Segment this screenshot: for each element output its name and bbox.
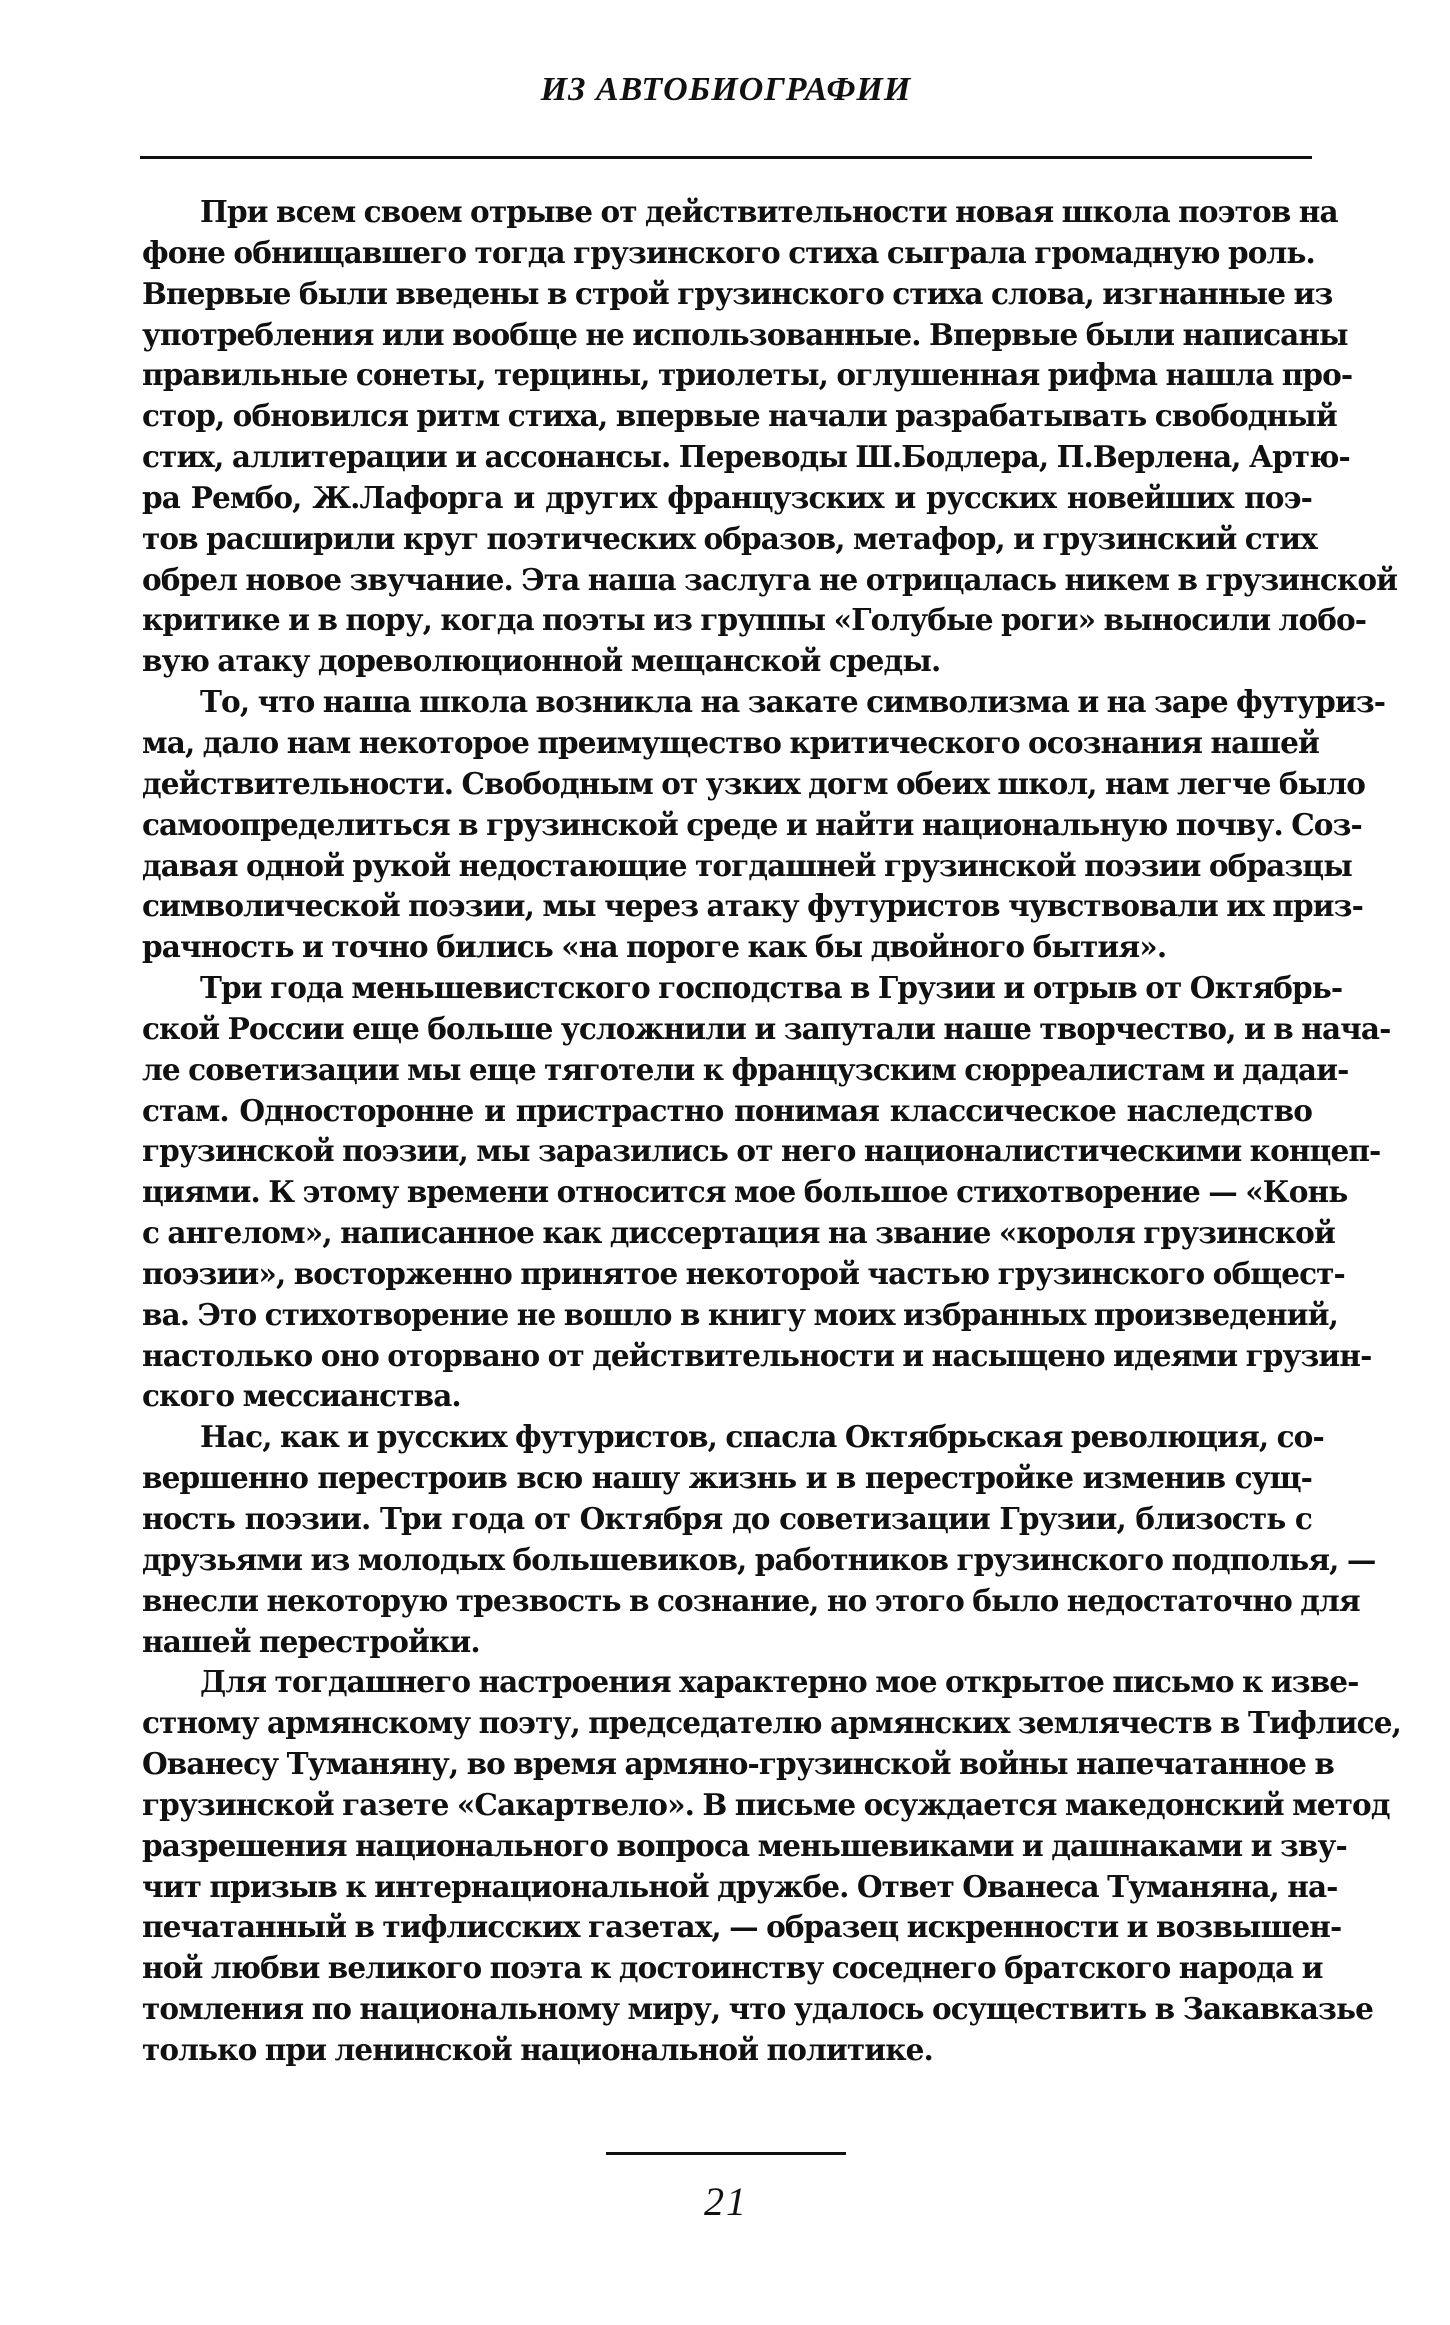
paragraph-5 <box>142 1662 1401 2070</box>
text-line: циями. К этому времени относится мое большое стихотворение — «Конь <box>142 1174 1348 1210</box>
text-line: критике и в пору, когда поэты из группы «Голубые роги» выносили лобо- <box>142 602 1367 638</box>
text-line: внесли некоторую трезвость в сознание, но этого было недостаточно для <box>142 1582 1360 1618</box>
text-line: стному армянскому поэту, председателю армянских землячеств в Тифлисе, <box>142 1705 1401 1741</box>
text-line: томления по национальному миру, что удалось осуществить в Закавказье <box>142 1991 1373 2027</box>
page-number: 21 <box>704 2179 748 2224</box>
text-line: действительности. Свободным от узких догм обеих школ, нам легче было <box>142 765 1366 801</box>
text-line: Впервые были введены в строй грузинского стиха слова, изгнанные из <box>142 275 1333 311</box>
text-line: ность поэзии. Три года от Октября до советизации Грузии, близость с <box>142 1501 1312 1536</box>
text-line: самоопределиться в грузинской среде и найти национальную почву. Соз- <box>142 806 1362 842</box>
text-line: ма, дало нам некоторое преимущество критического осознания нашей <box>142 724 1319 760</box>
text-line: вершенно перестроив всю нашу жизнь и в перестройке изменив сущ- <box>142 1460 1312 1496</box>
header-rule <box>140 156 1312 159</box>
text-line: ной любви великого поэта к достоинству соседнего братского народа и <box>142 1950 1323 1986</box>
text-line: ра Рембо, Ж.Лафорга и других французских и русских новейших поэ- <box>142 479 1312 515</box>
text-line: давая одной рукой недостающие тогдашней грузинской поэзии образцы <box>142 847 1352 883</box>
paragraph-4 <box>142 1417 1376 1662</box>
text-line: Три года меньшевистского господства в Грузии и отрыв от Октябрь- <box>200 970 1343 1006</box>
text-line: употребления или вообще не использованные. Впервые были написаны <box>142 316 1348 352</box>
paragraph-1 <box>142 192 1398 682</box>
footer-rule <box>606 2152 846 2155</box>
text-line: грузинской газете «Сакартвело». В письме осуждается македонский метод <box>142 1786 1390 1822</box>
text-line: грузинской поэзии, мы заразились от него националистическими концеп- <box>142 1133 1381 1169</box>
paragraph-2 <box>142 682 1386 968</box>
text-line: чит призыв к интернациональной дружбе. Ответ Ованеса Туманяна, на- <box>142 1868 1338 1904</box>
text-line: только при ленинской национальной политике. <box>142 2031 933 2067</box>
running-head-title: ИЗ АВТОБИОГРАФИИ <box>540 71 912 108</box>
text-line: нашей перестройки. <box>142 1623 480 1659</box>
text-line: ской России еще больше усложнили и запутали наше творчество, и в нача- <box>142 1010 1391 1046</box>
text-line: настолько оно оторвано от действительности и насыщено идеями грузин- <box>142 1337 1372 1373</box>
text-line: правильные сонеты, терцины, триолеты, оглушенная рифма нашла про- <box>142 357 1353 393</box>
text-line: стих, аллитерации и ассонансы. Переводы Ш.Бодлера, П.Верлена, Артю- <box>142 439 1350 475</box>
page-body <box>142 192 1401 2071</box>
text-line: ва. Это стихотворение не вошло в книгу моих избранных произведений, <box>142 1296 1339 1332</box>
text-line: поэзии», восторженно принятое некоторой частью грузинского общест- <box>142 1255 1345 1291</box>
text-line: печатанный в тифлисских газетах, — образец искренности и возвышен- <box>142 1909 1342 1945</box>
text-line: стам. Односторонне и пристрастно понимая классическое наследство <box>142 1092 1312 1128</box>
paragraph-3 <box>142 968 1391 1417</box>
text-line: стор, обновился ритм стиха, впервые начали разрабатывать свободный <box>142 398 1337 434</box>
text-line: Для тогдашнего настроения характерно мое открытое письмо к изве- <box>200 1664 1359 1700</box>
text-line: ского мессианства. <box>142 1378 461 1414</box>
text-line: друзьями из молодых большевиков, работников грузинского подполья, — <box>142 1541 1376 1577</box>
text-line: вую атаку дореволюционной мещанской среды. <box>142 643 941 679</box>
text-line: То, что наша школа возникла на закате символизма и на заре футуриз- <box>200 684 1386 720</box>
text-line: При всем своем отрыве от действительности новая школа поэтов на <box>200 194 1338 229</box>
text-line: Нас, как и русских футуристов, спасла Октябрьская революция, со- <box>200 1419 1324 1455</box>
text-line: с ангелом», написанное как диссертация на звание «короля грузинской <box>142 1215 1335 1251</box>
text-line: символической поэзии, мы через атаку футуристов чувствовали их приз- <box>142 888 1363 924</box>
text-line: Ованесу Туманяну, во время армяно-грузинской войны напечатанное в <box>142 1746 1334 1782</box>
text-line: ле советизации мы еще тяготели к французским сюрреалистам и дадаи- <box>142 1051 1349 1087</box>
text-line: тов расширили круг поэтических образов, метафор, и грузинский стих <box>142 520 1317 556</box>
text-line: рачность и точно бились «на пороге как бы двойного бытия». <box>142 929 1167 965</box>
text-line: фоне обнищавшего тогда грузинского стиха сыграла громадную роль. <box>142 234 1315 270</box>
text-line: разрешения национального вопроса меньшевиками и дашнаками и зву- <box>142 1827 1347 1863</box>
text-line: обрел новое звучание. Эта наша заслуга не отрицалась никем в грузинской <box>142 561 1398 597</box>
